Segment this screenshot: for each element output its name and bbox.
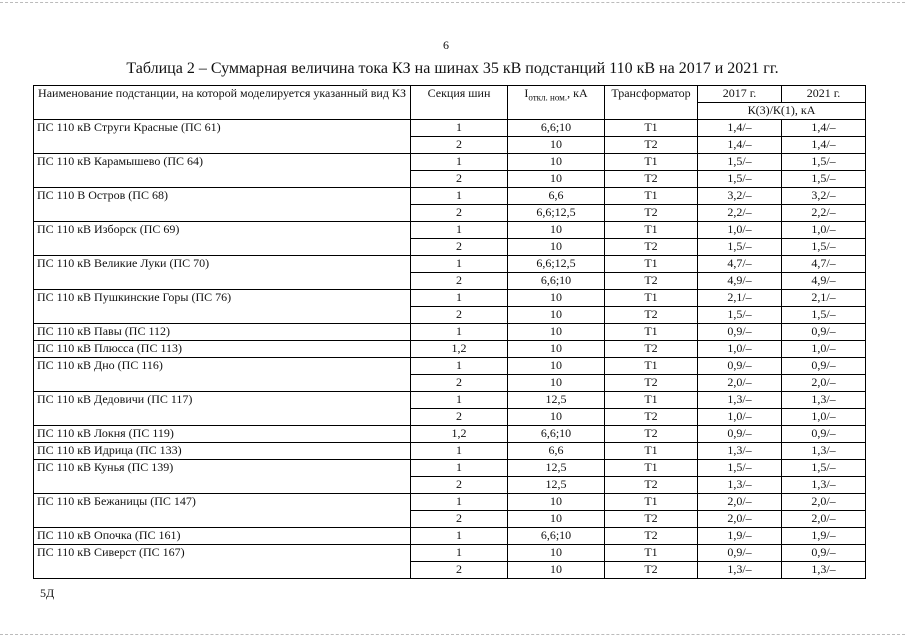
kz-2021-cell: 2,1/– (782, 290, 866, 307)
bus-section-cell: 1 (411, 324, 508, 341)
transformer-cell: Т2 (605, 239, 698, 256)
substation-name-cell: ПС 110 кВ Плюсса (ПС 113) (34, 341, 411, 358)
kz-2017-cell: 2,0/– (698, 375, 782, 392)
header-year-2021: 2021 г. (782, 86, 866, 103)
page-number: 6 (443, 38, 449, 52)
substation-name-cell: ПС 110 кВ Изборск (ПС 69) (34, 222, 411, 256)
transformer-cell: Т1 (605, 154, 698, 171)
transformer-cell: Т2 (605, 375, 698, 392)
table-row (34, 324, 866, 341)
footer-code: 5Д (40, 586, 55, 600)
rated-current-cell: 10 (508, 341, 605, 358)
kz-2021-cell: 4,7/– (782, 256, 866, 273)
transformer-cell: Т1 (605, 358, 698, 375)
table-row (34, 545, 866, 562)
transformer-cell: Т2 (605, 511, 698, 528)
bus-section-cell: 2 (411, 409, 508, 426)
table-row (34, 222, 866, 239)
rated-current-cell: 10 (508, 324, 605, 341)
kz-2021-cell: 0,9/– (782, 324, 866, 341)
transformer-cell: Т1 (605, 324, 698, 341)
kz-2017-cell: 1,5/– (698, 307, 782, 324)
bus-section-cell: 1 (411, 188, 508, 205)
scan-edge-bottom (0, 634, 905, 636)
substation-name-cell: ПС 110 кВ Идрица (ПС 133) (34, 443, 411, 460)
kz-2017-cell: 1,5/– (698, 239, 782, 256)
kz-2021-cell: 0,9/– (782, 358, 866, 375)
rated-current-cell: 6,6;10 (508, 528, 605, 545)
rated-current-cell: 6,6;10 (508, 120, 605, 137)
table-row (34, 392, 866, 409)
transformer-cell: Т2 (605, 409, 698, 426)
table-row (34, 290, 866, 307)
kz-2017-cell: 2,0/– (698, 494, 782, 511)
transformer-cell: Т2 (605, 273, 698, 290)
kz-2017-cell: 1,5/– (698, 460, 782, 477)
substation-name-cell: ПС 110 кВ Опочка (ПС 161) (34, 528, 411, 545)
table-title: Таблица 2 – Суммарная величина тока КЗ на шинах 35 кВ подстанций 110 кВ на 2017 и 2021 гг. (126, 60, 779, 77)
table-row (34, 154, 866, 171)
transformer-cell: Т2 (605, 205, 698, 222)
transformer-cell: Т1 (605, 443, 698, 460)
transformer-cell: Т1 (605, 460, 698, 477)
kz-2017-cell: 1,3/– (698, 477, 782, 494)
table-row (34, 188, 866, 205)
rated-current-cell: 10 (508, 545, 605, 562)
bus-section-cell: 1 (411, 494, 508, 511)
substation-name-cell: ПС 110 кВ Павы (ПС 112) (34, 324, 411, 341)
header-rated-current (508, 86, 605, 120)
kz-2017-cell: 1,0/– (698, 341, 782, 358)
transformer-cell: Т1 (605, 120, 698, 137)
header-year-2017: 2017 г. (698, 86, 782, 103)
kz-2021-cell: 1,9/– (782, 528, 866, 545)
kz-2017-cell: 1,4/– (698, 137, 782, 154)
rated-current-cell: 10 (508, 358, 605, 375)
table-row (34, 460, 866, 477)
bus-section-cell: 1 (411, 222, 508, 239)
kz-2017-cell: 4,7/– (698, 256, 782, 273)
kz-2021-cell: 2,0/– (782, 375, 866, 392)
kz-2021-cell: 1,0/– (782, 222, 866, 239)
kz-2021-cell: 1,0/– (782, 409, 866, 426)
rated-current-cell: 12,5 (508, 392, 605, 409)
table-row (34, 256, 866, 273)
bus-section-cell: 2 (411, 375, 508, 392)
bus-section-cell: 2 (411, 477, 508, 494)
table-row (34, 426, 866, 443)
kz-2017-cell: 1,5/– (698, 154, 782, 171)
bus-section-cell: 1 (411, 392, 508, 409)
bus-section-cell: 2 (411, 239, 508, 256)
rated-current-cell: 10 (508, 154, 605, 171)
kz-2017-cell: 1,0/– (698, 222, 782, 239)
kz-2017-cell: 1,5/– (698, 171, 782, 188)
kz-2021-cell: 1,5/– (782, 154, 866, 171)
substation-name-cell: ПС 110 кВ Локня (ПС 119) (34, 426, 411, 443)
scan-edge-top (0, 2, 905, 4)
kz-2021-cell: 0,9/– (782, 545, 866, 562)
kz-2021-cell: 1,0/– (782, 341, 866, 358)
header-bus-section: Секция шин (411, 86, 508, 120)
substation-name-cell: ПС 110 кВ Карамышево (ПС 64) (34, 154, 411, 188)
rated-current-cell: 10 (508, 171, 605, 188)
header-kz-units: К(3)/К(1), кА (698, 103, 866, 120)
short-circuit-table (33, 85, 866, 579)
bus-section-cell: 2 (411, 562, 508, 579)
kz-2017-cell: 0,9/– (698, 545, 782, 562)
bus-section-cell: 1 (411, 358, 508, 375)
bus-section-cell: 2 (411, 511, 508, 528)
substation-name-cell: ПС 110 кВ Дедовичи (ПС 117) (34, 392, 411, 426)
table-row (34, 358, 866, 375)
rated-current-cell: 6,6 (508, 188, 605, 205)
header-current-unit: , кА (567, 86, 588, 100)
bus-section-cell: 1 (411, 290, 508, 307)
substation-name-cell: ПС 110 кВ Великие Луки (ПС 70) (34, 256, 411, 290)
rated-current-cell: 10 (508, 222, 605, 239)
bus-section-cell: 2 (411, 171, 508, 188)
bus-section-cell: 1 (411, 443, 508, 460)
table-row (34, 341, 866, 358)
transformer-cell: Т1 (605, 188, 698, 205)
kz-2021-cell: 1,3/– (782, 562, 866, 579)
bus-section-cell: 1 (411, 460, 508, 477)
kz-2021-cell: 2,0/– (782, 494, 866, 511)
rated-current-cell: 12,5 (508, 477, 605, 494)
bus-section-cell: 2 (411, 137, 508, 154)
rated-current-cell: 10 (508, 290, 605, 307)
substation-name-cell: ПС 110 кВ Сиверст (ПС 167) (34, 545, 411, 579)
kz-2021-cell: 2,0/– (782, 511, 866, 528)
rated-current-cell: 6,6;12,5 (508, 256, 605, 273)
transformer-cell: Т1 (605, 222, 698, 239)
bus-section-cell: 1,2 (411, 341, 508, 358)
kz-2017-cell: 2,0/– (698, 511, 782, 528)
kz-2017-cell: 1,3/– (698, 443, 782, 460)
kz-2021-cell: 1,3/– (782, 392, 866, 409)
bus-section-cell: 1,2 (411, 426, 508, 443)
substation-name-cell: ПС 110 В Остров (ПС 68) (34, 188, 411, 222)
bus-section-cell: 1 (411, 256, 508, 273)
kz-2017-cell: 1,4/– (698, 120, 782, 137)
bus-section-cell: 1 (411, 120, 508, 137)
transformer-cell: Т1 (605, 392, 698, 409)
table-row (34, 494, 866, 511)
rated-current-cell: 6,6;10 (508, 273, 605, 290)
transformer-cell: Т2 (605, 426, 698, 443)
kz-2017-cell: 1,3/– (698, 562, 782, 579)
transformer-cell: Т2 (605, 528, 698, 545)
kz-2017-cell: 1,3/– (698, 392, 782, 409)
kz-2021-cell: 1,5/– (782, 460, 866, 477)
kz-2017-cell: 3,2/– (698, 188, 782, 205)
kz-2021-cell: 3,2/– (782, 188, 866, 205)
rated-current-cell: 10 (508, 375, 605, 392)
kz-2021-cell: 1,5/– (782, 239, 866, 256)
transformer-cell: Т2 (605, 171, 698, 188)
kz-2021-cell: 0,9/– (782, 426, 866, 443)
header-row (34, 86, 866, 103)
bus-section-cell: 1 (411, 154, 508, 171)
rated-current-cell: 10 (508, 511, 605, 528)
bus-section-cell: 2 (411, 307, 508, 324)
rated-current-cell: 10 (508, 307, 605, 324)
kz-2021-cell: 1,5/– (782, 307, 866, 324)
transformer-cell: Т1 (605, 256, 698, 273)
table-row (34, 443, 866, 460)
header-current-subscript: откл. ном. (528, 92, 568, 103)
kz-2017-cell: 4,9/– (698, 273, 782, 290)
transformer-cell: Т2 (605, 562, 698, 579)
header-substation-name: Наименование подстанции, на которой моделируется указанный вид КЗ (34, 86, 411, 120)
substation-name-cell: ПС 110 кВ Струги Красные (ПС 61) (34, 120, 411, 154)
rated-current-cell: 6,6;10 (508, 426, 605, 443)
kz-2017-cell: 2,1/– (698, 290, 782, 307)
substation-name-cell: ПС 110 кВ Пушкинские Горы (ПС 76) (34, 290, 411, 324)
kz-2021-cell: 1,3/– (782, 443, 866, 460)
rated-current-cell: 10 (508, 494, 605, 511)
rated-current-cell: 6,6 (508, 443, 605, 460)
kz-2017-cell: 1,0/– (698, 409, 782, 426)
substation-name-cell: ПС 110 кВ Кунья (ПС 139) (34, 460, 411, 494)
transformer-cell: Т2 (605, 137, 698, 154)
kz-2021-cell: 1,3/– (782, 477, 866, 494)
table-row (34, 120, 866, 137)
kz-2021-cell: 4,9/– (782, 273, 866, 290)
substation-name-cell: ПС 110 кВ Бежаницы (ПС 147) (34, 494, 411, 528)
kz-2017-cell: 0,9/– (698, 426, 782, 443)
kz-2021-cell: 1,4/– (782, 137, 866, 154)
rated-current-cell: 10 (508, 562, 605, 579)
kz-2017-cell: 0,9/– (698, 324, 782, 341)
header-current-symbol: I (524, 86, 529, 100)
rated-current-cell: 10 (508, 409, 605, 426)
transformer-cell: Т1 (605, 290, 698, 307)
bus-section-cell: 1 (411, 545, 508, 562)
rated-current-cell: 10 (508, 137, 605, 154)
table-row (34, 528, 866, 545)
kz-2017-cell: 1,9/– (698, 528, 782, 545)
rated-current-cell: 10 (508, 239, 605, 256)
bus-section-cell: 1 (411, 528, 508, 545)
kz-2021-cell: 1,4/– (782, 120, 866, 137)
kz-2021-cell: 2,2/– (782, 205, 866, 222)
rated-current-cell: 6,6;12,5 (508, 205, 605, 222)
bus-section-cell: 2 (411, 205, 508, 222)
header-transformer: Трансформатор (605, 86, 698, 120)
kz-2017-cell: 2,2/– (698, 205, 782, 222)
transformer-cell: Т1 (605, 545, 698, 562)
transformer-cell: Т1 (605, 494, 698, 511)
rated-current-cell: 12,5 (508, 460, 605, 477)
kz-2021-cell: 1,5/– (782, 171, 866, 188)
substation-name-cell: ПС 110 кВ Дно (ПС 116) (34, 358, 411, 392)
transformer-cell: Т2 (605, 307, 698, 324)
kz-2017-cell: 0,9/– (698, 358, 782, 375)
bus-section-cell: 2 (411, 273, 508, 290)
transformer-cell: Т2 (605, 477, 698, 494)
transformer-cell: Т2 (605, 341, 698, 358)
